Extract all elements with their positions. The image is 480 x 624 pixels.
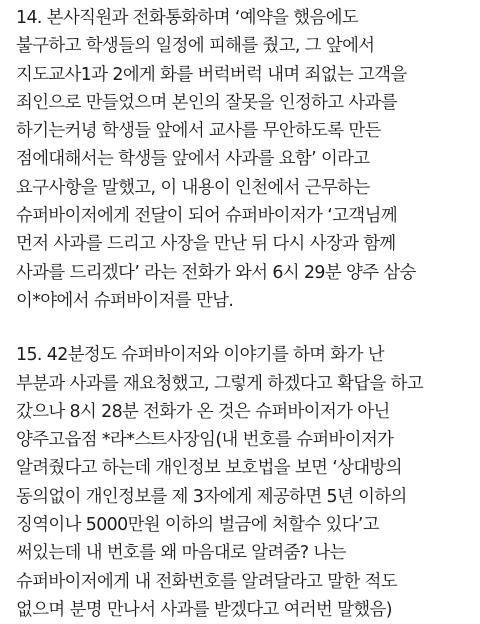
- text-line: 하기는커녕 학생들 앞에서 교사를 무안하도록 만든: [16, 121, 381, 142]
- paragraph-15: [16, 341, 476, 624]
- document-body: [16, 4, 476, 624]
- text-line: 알려줬다고 하는데 개인정보 보호법을 보면 ‘상대방의: [16, 458, 402, 479]
- text-line: 죄인으로 만들었으며 본인의 잘못을 인정하고 사과를: [16, 92, 398, 113]
- text-line: 이*야에서 슈퍼바이저를 만남.: [16, 290, 234, 311]
- text-line: 써있는데 내 번호를 왜 마음대로 알려줌? 나는: [16, 543, 346, 564]
- text-line: 15. 42분정도 슈퍼바이저와 이야기를 하며 화가 난: [16, 345, 384, 366]
- text-line: 없으며 분명 만나서 사과를 받겠다고 여러번 말했음): [16, 599, 392, 620]
- text-line: 요구사항을 말했고, 이 내용이 인천에서 근무하는: [16, 177, 370, 198]
- text-line: 동의없이 개인정보를 제 3자에게 제공하면 5년 이하의: [16, 486, 407, 507]
- paragraph-14: [16, 4, 476, 315]
- text-line: 먼저 사과를 드리고 사장을 만난 뒤 다시 사장과 함께: [16, 234, 396, 255]
- text-line: 슈퍼바이저에게 전달이 되어 슈퍼바이저가 ‘고객님께: [16, 206, 398, 227]
- text-line: 징역이나 5000만원 이하의 벌금에 처할수 있다’고: [16, 515, 380, 536]
- text-line: 갔으나 8시 28분 전화가 온 것은 슈퍼바이저가 아닌: [16, 401, 390, 422]
- text-line: 부분과 사과를 재요청했고, 그렇게 하겠다고 확답을 하고: [16, 373, 424, 394]
- text-line: 양주고읍점 *라*스트사장임(내 번호를 슈퍼바이저가: [16, 430, 394, 451]
- text-line: 14. 본사직원과 전화통화하며 ‘예약을 했음에도: [16, 8, 359, 28]
- text-line: 불구하고 학생들의 일정에 피해를 줬고, 그 앞에서: [16, 36, 375, 57]
- text-line: 슈퍼바이저에게 내 전화번호를 알려달라고 말한 적도: [16, 571, 398, 592]
- text-line: 지도교사1과 2에게 화를 버럭버럭 내며 죄없는 고객을: [16, 64, 407, 85]
- text-line: 사과를 드리겠다’ 라는 전화가 와서 6시 29분 양주 삼숭: [16, 262, 416, 283]
- text-line: 점에대해서는 학생들 앞에서 사과를 요함’ 이라고: [16, 149, 370, 170]
